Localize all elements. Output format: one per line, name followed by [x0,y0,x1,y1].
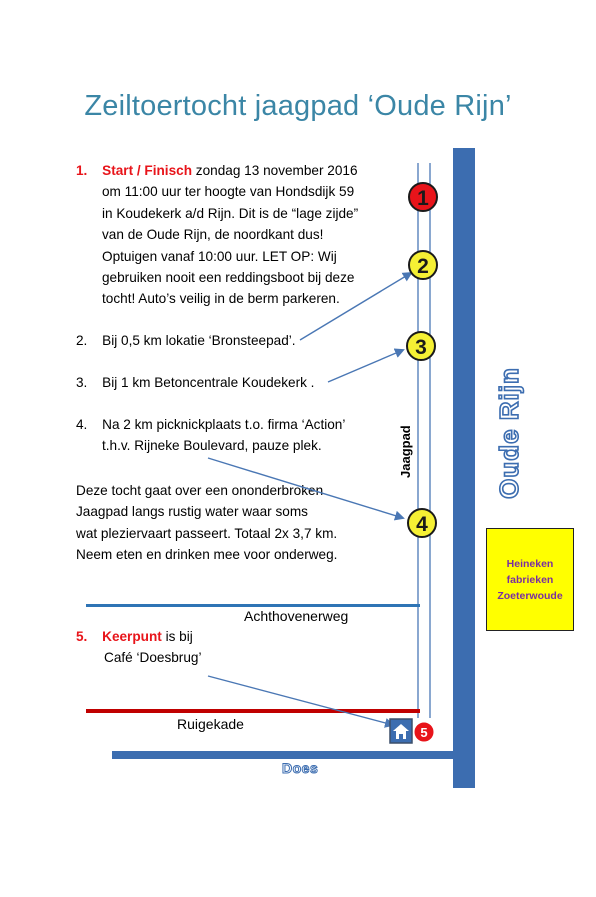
ruigekade-label: Ruigekade [177,716,244,732]
description-line: Deze tocht gaat over een ononderbroken [76,483,324,498]
arrow-to-marker-4 [208,458,403,518]
heineken-line: Heineken [506,557,554,570]
step-1-line: om 11:00 uur ter hoogte van Hondsdijk 59 [102,184,355,200]
marker-4 [408,509,436,537]
step-1-line: tocht! Auto’s veilig in de berm parkeren. [102,291,340,307]
ruigekade-road [86,709,420,713]
step-1-line: gebruiken nooit een reddingsboot bij deze [102,270,355,286]
step-1-line: zondag 13 november 2016 [195,163,358,178]
marker-2-label: 2 [417,255,429,278]
heineken-line: Zoeterwoude [497,589,563,602]
step-1-line: van de Oude Rijn, de noordkant dus! [102,227,324,243]
step-3-line: Bij 1 km Betoncentrale Koudekerk . [102,375,315,390]
does-canal [112,751,454,759]
marker-4-label: 4 [416,513,428,536]
step-3-number: 3. [76,375,88,390]
house-icon [390,719,412,743]
step-1-number: 1. [76,163,88,178]
step-2-line: Bij 0,5 km lokatie ‘Bronsteepad’. [102,333,296,348]
marker-5-label: 5 [420,725,428,740]
step-5-number: 5. [76,629,88,644]
jaagpad-label: Jaagpad [398,425,413,478]
step-1-line: in Koudekerk a/d Rijn. Dit is de “lage zijde” [102,205,359,221]
heineken-box [486,528,574,631]
step-1-line: Optuigen vanaf 10:00 uur. LET OP: Wij [102,248,337,264]
step-2-number: 2. [76,333,88,348]
step-5-line: is bij [165,629,193,644]
achthovenerweg-label: Achthovenerweg [244,608,349,624]
arrow-to-marker-3 [328,350,403,382]
does-label: Does [282,760,319,776]
arrow-to-marker-2 [300,273,411,340]
marker-2 [409,251,437,279]
heineken-line: fabrieken [506,573,554,586]
heineken-text [497,556,562,604]
description-line: wat pleziervaart passeert. Totaal 2x 3,7 km. [76,525,338,541]
marker-1-label: 1 [417,187,429,210]
description-line: Neem eten en drinken mee voor onderweg. [76,547,338,563]
step-5-line: Café ‘Doesbrug’ [104,650,202,666]
oude-rijn-river [453,148,475,788]
marker-5 [414,722,434,742]
step-4-line: t.h.v. Rijneke Boulevard, pauze plek. [102,438,322,454]
description-line: Jaagpad langs rustig water waar soms [76,504,308,520]
step-5-highlight: Keerpunt [102,629,162,644]
step-4-number: 4. [76,417,88,432]
page-title: Zeiltoertocht jaagpad ‘Oude Rijn’ [84,90,512,122]
marker-3 [407,332,435,360]
achthovenerweg-road [86,604,420,607]
marker-3-label: 3 [415,336,427,359]
step-4-line: Na 2 km picknickplaats t.o. firma ‘Action’ [102,417,346,432]
oude-rijn-label: Oude Rijn [494,367,524,499]
step-1-highlight: Start / Finisch [102,163,193,178]
marker-1 [409,183,437,211]
